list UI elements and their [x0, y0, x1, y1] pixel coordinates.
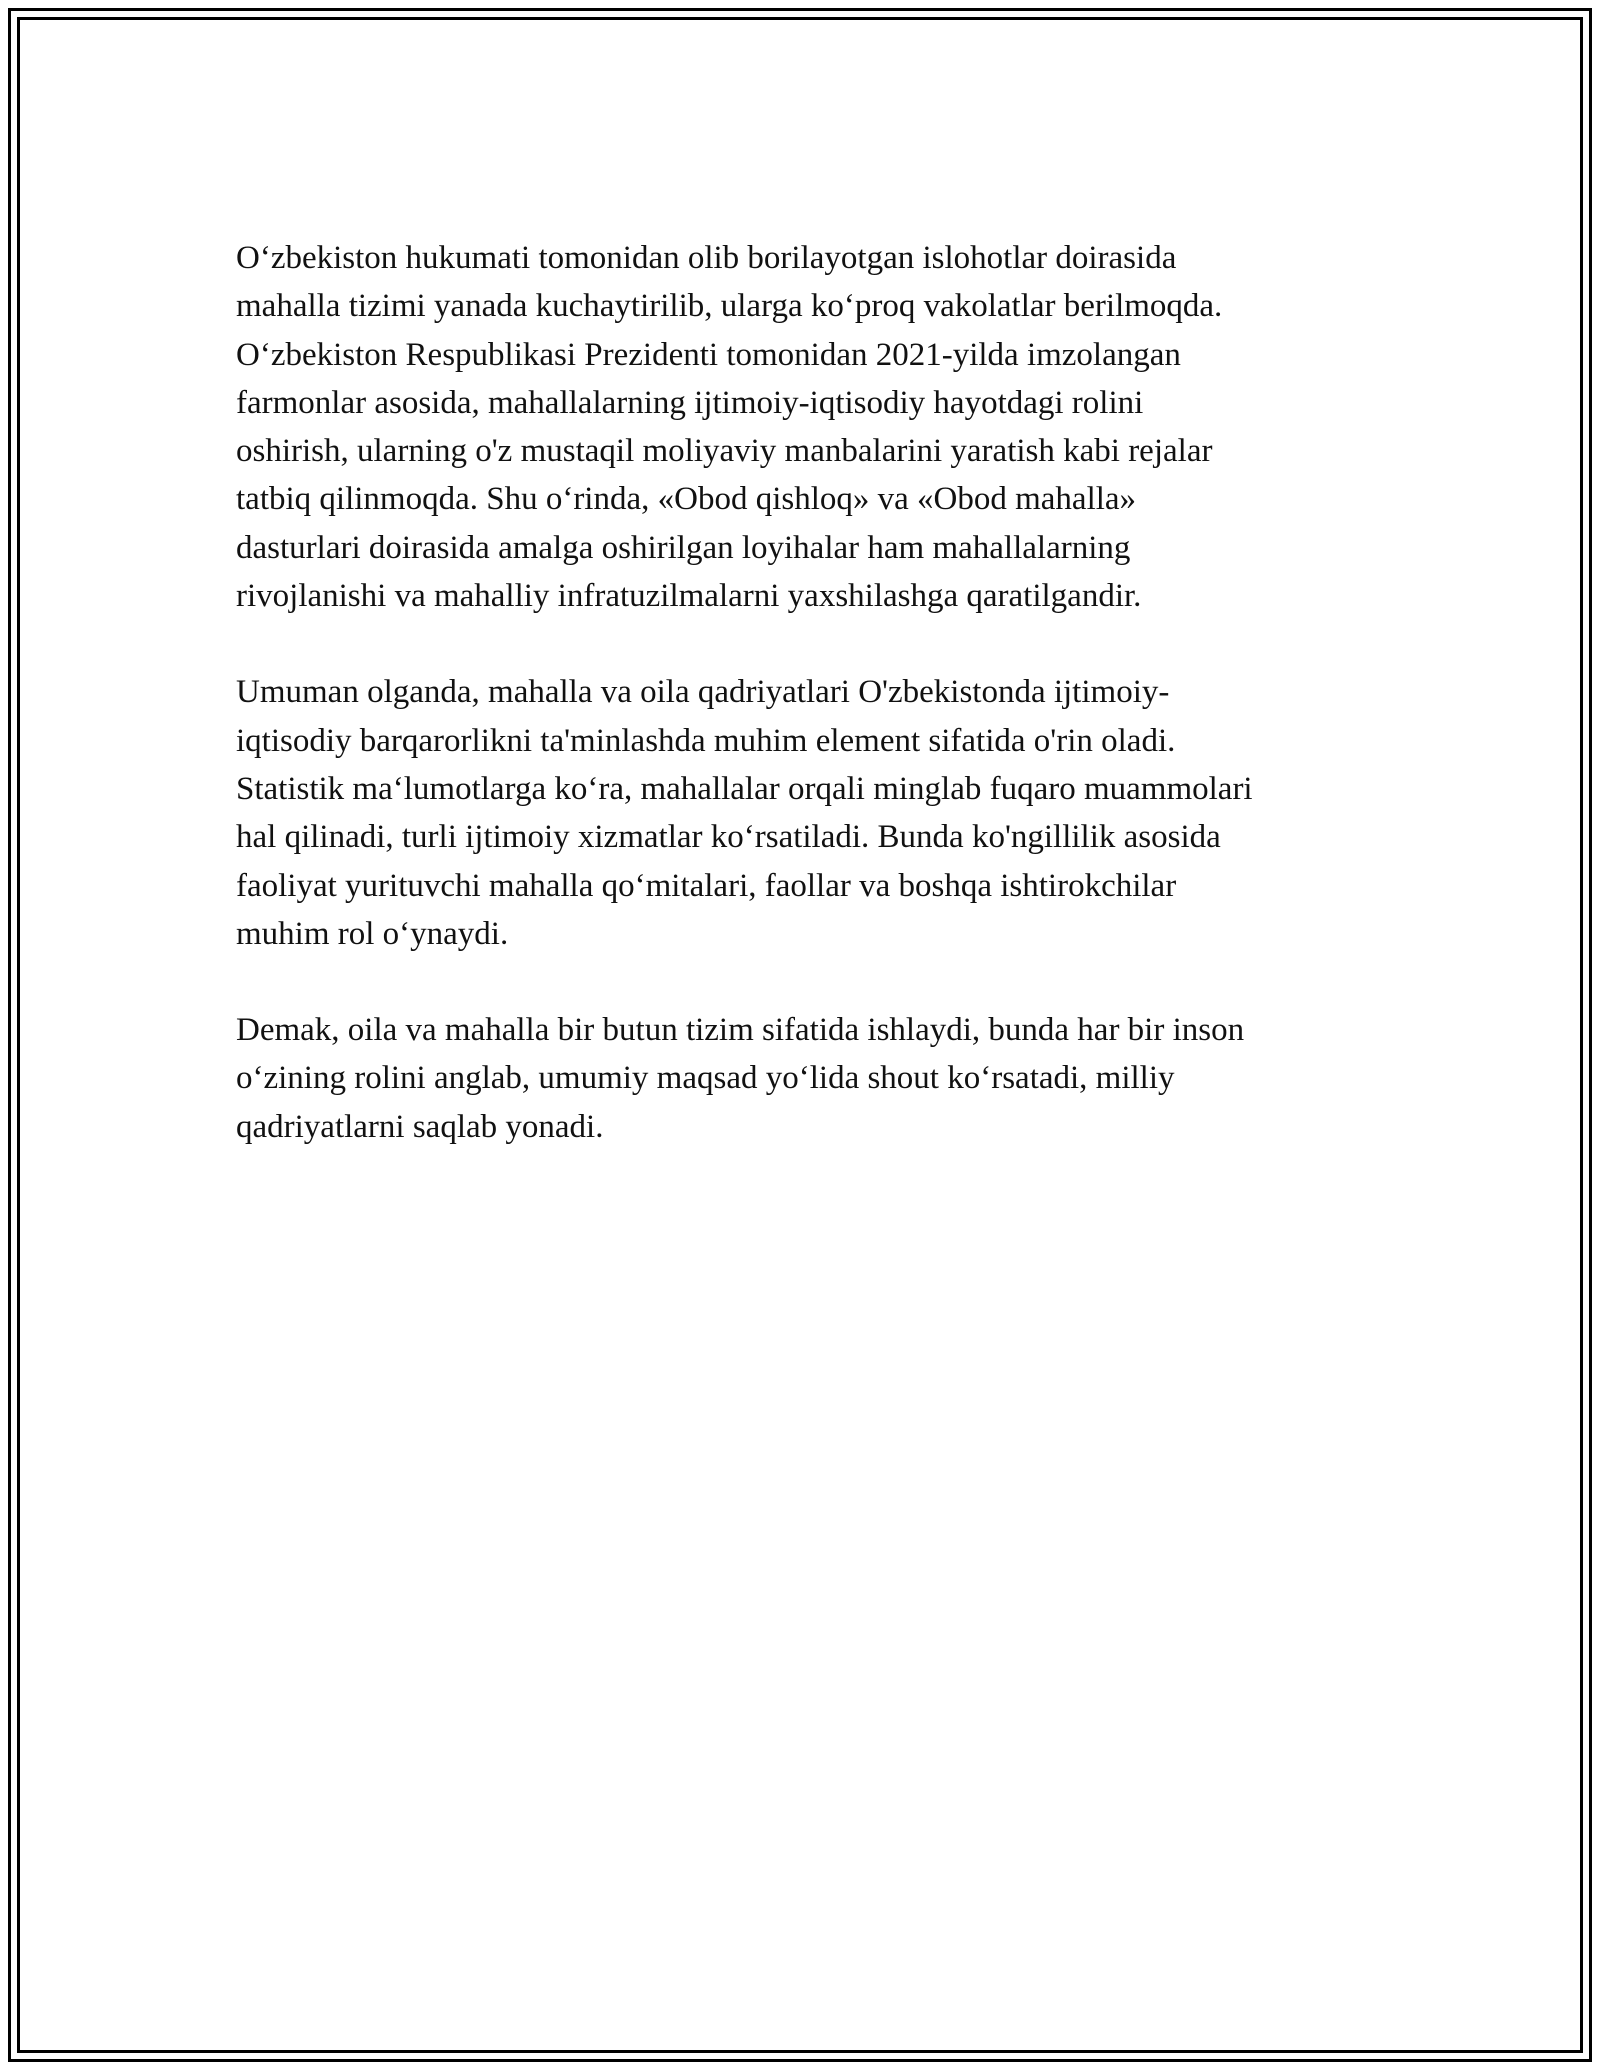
- text-line: O‘zbekiston Respublikasi Prezidenti tomonidan 2021-yilda imzolangan: [236, 336, 1181, 373]
- text-line: Statistik ma‘lumotlarga ko‘ra, mahallalar orqali minglab fuqaro muammolari: [236, 770, 1253, 807]
- paragraph-family-values: [236, 668, 1386, 958]
- text-line: farmonlar asosida, mahallalarning ijtimoiy-iqtisodiy hayotdagi rolini: [236, 384, 1144, 421]
- document-body: [236, 234, 1386, 1199]
- text-line: Demak, oila va mahalla bir butun tizim sifatida ishlaydi, bunda har bir inson: [236, 1012, 1245, 1049]
- text-line: o‘zining rolini anglab, umumiy maqsad yo‘lida shout ko‘rsatadi, milliy: [236, 1060, 1175, 1097]
- text-line: Umuman olganda, mahalla va oila qadriyatlari O'zbekistonda ijtimoiy-: [236, 674, 1170, 711]
- text-line: faoliyat yurituvchi mahalla qo‘mitalari, faollar va boshqa ishtirokchilar: [236, 867, 1177, 904]
- paragraph-conclusion: [236, 1006, 1386, 1151]
- text-line: mahalla tizimi yanada kuchaytirilib, ularga ko‘proq vakolatlar berilmoqda.: [236, 288, 1223, 325]
- text-line: oshirish, ularning o'z mustaqil moliyaviy manbalarini yaratish kabi rejalar: [236, 433, 1213, 470]
- text-line: muhim rol o‘ynaydi.: [236, 915, 509, 952]
- text-line: tatbiq qilinmoqda. Shu o‘rinda, «Obod qishloq» va «Obod mahalla»: [236, 481, 1137, 518]
- text-line: iqtisodiy barqarorlikni ta'minlashda muhim element sifatida o'rin oladi.: [236, 722, 1176, 759]
- paragraph-mahalla-reforms: [236, 234, 1386, 620]
- text-line: rivojlanishi va mahalliy infratuzilmalarni yaxshilashga qaratilgandir.: [236, 578, 1142, 615]
- text-line: qadriyatlarni saqlab yonadi.: [236, 1108, 604, 1145]
- text-line: O‘zbekiston hukumati tomonidan olib borilayotgan islohotlar doirasida: [236, 240, 1177, 276]
- text-line: dasturlari doirasida amalga oshirilgan loyihalar ham mahallalarning: [236, 529, 1131, 566]
- text-line: hal qilinadi, turli ijtimoiy xizmatlar ko‘rsatiladi. Bunda ko'ngillilik asosida: [236, 819, 1221, 856]
